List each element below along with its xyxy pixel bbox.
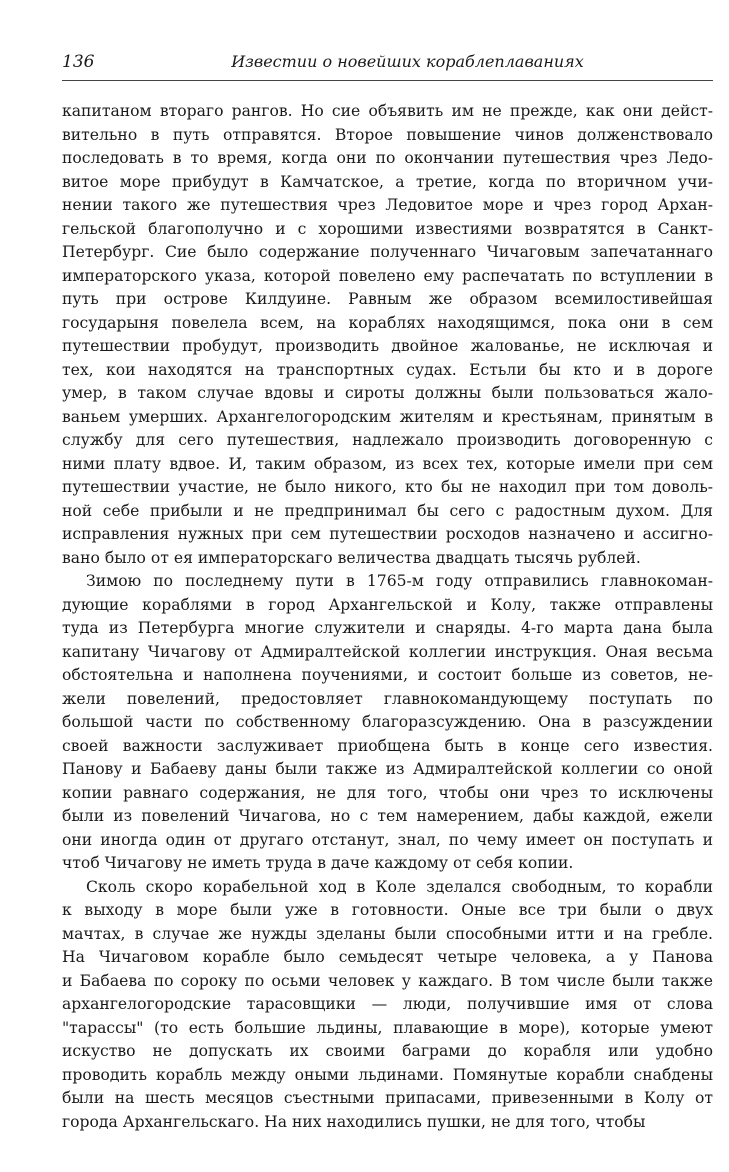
text-line: чтоб Чичагову не иметь труда в даче каждому от себя копии. [62,854,574,872]
text-line: ними плату вдвое. И, таким образом, из всех тех, которые имели при сем [62,454,713,473]
text-line: капитаном втораго рангов. Но сие объявить им не прежде, как они дейст- [62,102,713,120]
text-line: вительно в путь отправятся. Второе повышение чинов долженствовало [62,125,713,144]
text-line: путешествии пробудут, производить двойное жалованье, не исключая и [62,337,713,355]
running-header [62,52,713,78]
text-line: нении такого же путешествия чрез Ледовитое море и чрез город Архан- [62,196,713,214]
text-line: вано было от ея императорскаго величества двадцать тысячь рублей. [62,548,641,567]
text-line: они иногда один от другаго отстанут, знал, по чему имеет он поступать и [62,830,713,849]
text-line: тех, кои находятся на транспортных судах. Естьли бы кто и в дороге [62,360,713,379]
text-line: туда из Петербурга многие служители и снаряды. 4-го марта дана была [62,619,713,637]
text-line: проводить корабль между оными льдинами. Помянутые корабли снабдены [62,1065,713,1084]
text-line: дующие кораблями в город Архангельской и Колу, также отправлены [62,595,713,614]
text-line: были из повелений Чичагова, но с тем намерением, дабы каждой, ежели [62,807,713,825]
body-text [62,100,713,1134]
running-title: Известии о новейших кораблеплаваниях [231,52,584,71]
header-rule [62,80,713,81]
page-number: 136 [62,52,95,72]
text-line: искуство не допускать их своими баграми до корабля или удобно [62,1042,713,1060]
paragraph [62,100,713,570]
text-line: большой части по собственному благоразсуждению. Она в разсуждении [62,713,713,731]
text-line: Сколь скоро корабельной ход в Коле зделался свободным, то корабли [86,877,713,896]
text-line: витое море прибудут в Камчатское, а третие, когда по вторичном учи- [62,172,713,191]
text-line: исправления нужных при сем путешествии росходов назначено и ассигно- [62,525,713,543]
text-line: были на шесть месяцов съестными припасами, привезенными в Колу от [62,1089,713,1107]
text-line: гельской благополучно и с хорошими известиями возвратятся в Санкт- [62,219,713,238]
text-line: На Чичаговом корабле было семьдесят четыре человека, а у Панова [62,948,713,966]
paragraph [62,876,713,1135]
text-line: последовать в то время, когда они по окончании путешествия чрез Ледо- [62,149,713,167]
text-line: своей важности заслуживает приобщена быть в конце сего известия. [62,736,713,755]
text-line: ваньем умерших. Архангелогородским жителям и крестьянам, принятым в [62,407,713,426]
text-line: города Архангельскаго. На них находились пушки, не для того, чтобы [62,1112,646,1131]
text-line: Панову и Бабаеву даны были также из Адмиралтейской коллегии со оной [62,760,713,778]
text-line: государыня повелела всем, на кораблях находящимся, пока они в сем [62,313,713,332]
text-line: капитану Чичагову от Адмиралтейской коллегии инструкция. Оная весьма [62,642,713,661]
text-line: и Бабаева по сороку по осьми человек у каждаго. В том числе были также [62,971,713,990]
text-line: умер, в таком случае вдовы и сироты должны были пользоваться жало- [62,384,713,402]
text-line: жели повелений, предостовляет главнокомандующему поступать по [62,689,713,708]
text-line: Петербург. Сие было содержание полученнаго Чичаговым запечатаннаго [62,243,713,261]
text-line: ной себе прибыли и не предпринимал бы сего с радостным духом. Для [62,501,713,520]
text-line: путь при острове Килдуине. Равным же образом всемилостивейшая [62,290,713,308]
text-line: путешествии участие, не было никого, кто бы не находил при том доволь- [62,478,713,496]
text-line: обстоятельна и наполнена поучениями, и состоит больше из советов, не- [62,666,713,684]
text-line: Зимою по последнему пути в 1765-м году отправились главнокоман- [86,572,713,590]
paragraph [62,570,713,876]
text-line: мачтах, в случае же нужды зделаны были способными итти и на гребле. [62,924,713,943]
text-line: архангелогородские тарасовщики — люди, получившие имя от слова [62,995,713,1013]
text-line: императорского указа, которой повелено ему распечатать по вступлении в [62,266,713,285]
text-line: службу для сего путешествия, надлежало производить договоренную с [62,431,713,449]
text-line: "тарассы" (то есть большие льдины, плавающие в море), которые умеют [62,1018,713,1037]
text-line: копии равнаго содержания, не для того, чтобы они чрез то исключены [62,783,713,802]
text-line: к выходу в море были уже в готовности. Оные все три были о двух [62,901,713,919]
